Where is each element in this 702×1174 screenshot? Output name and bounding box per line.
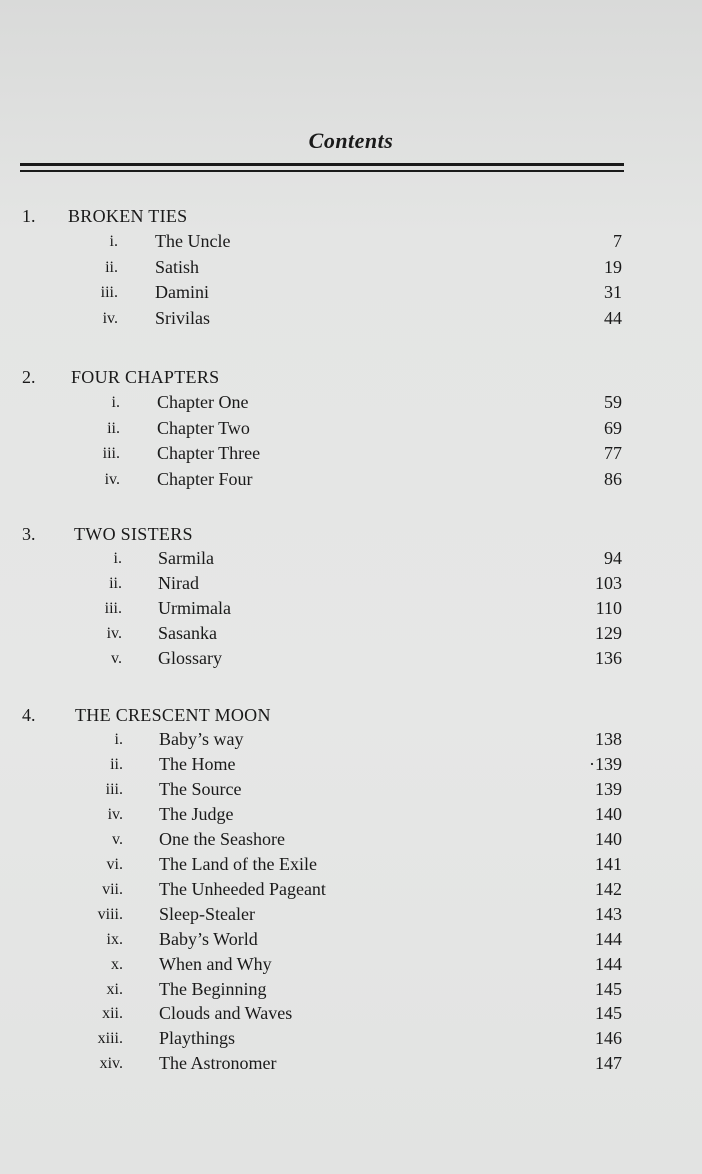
toc-entry — [0, 280, 702, 305]
entry-title: One the Seashore — [159, 828, 285, 849]
toc-entry — [0, 902, 702, 927]
entry-title: The Source — [159, 778, 242, 799]
double-rule-bottom — [20, 170, 624, 172]
entry-title: Srivilas — [155, 307, 211, 328]
section-number: 3. — [22, 524, 36, 544]
toc-entry — [0, 777, 702, 802]
section-title: TWO SISTERS — [74, 524, 193, 544]
toc-entry — [0, 571, 702, 596]
toc-entry — [0, 977, 702, 1002]
entry-page-number: 145 — [595, 978, 622, 999]
entry-title: Sleep-Stealer — [159, 903, 255, 924]
entry-numeral: iv. — [106, 625, 122, 642]
entry-numeral: ii. — [105, 258, 118, 276]
entry-page-number: 140 — [595, 803, 622, 824]
entry-title: The Beginning — [159, 978, 267, 999]
toc-entry — [0, 416, 702, 441]
toc-entry — [0, 852, 702, 877]
toc-entry — [0, 621, 702, 646]
toc-entry — [0, 952, 702, 977]
toc-entry — [0, 1001, 702, 1026]
entry-page-number: 142 — [595, 878, 622, 899]
entry-numeral: iii. — [100, 284, 118, 301]
entry-title: The Land of the Exile — [159, 853, 317, 874]
toc-entry — [0, 927, 702, 952]
entry-page-number: 19 — [604, 256, 622, 277]
toc-entry — [0, 827, 702, 852]
entry-page-number: 144 — [595, 928, 622, 949]
entry-title: Chapter Three — [157, 443, 261, 463]
entry-numeral: iii. — [102, 445, 120, 462]
entry-title: The Home — [159, 753, 236, 774]
entry-numeral: xi. — [106, 980, 123, 998]
section-title: THE CRESCENT MOON — [75, 705, 271, 725]
entry-numeral: iv. — [102, 309, 118, 327]
entry-numeral: i. — [113, 550, 122, 567]
entry-title: Nirad — [158, 573, 199, 593]
entry-title: Sarmila — [158, 548, 214, 568]
entry-page-number: 103 — [595, 573, 622, 593]
entry-title: Satish — [155, 256, 200, 277]
section-number: 2. — [22, 367, 36, 387]
entry-page-number: 145 — [595, 1003, 622, 1024]
entry-numeral: xii. — [102, 1005, 123, 1023]
entry-numeral: x. — [111, 955, 123, 973]
toc-entry — [0, 1051, 702, 1076]
entry-page-number: 138 — [595, 729, 622, 749]
entry-title: The Uncle — [155, 231, 231, 251]
page-title: Contents — [308, 128, 394, 153]
entry-numeral: viii. — [97, 905, 123, 923]
toc-entry — [0, 752, 702, 777]
entry-page-number: 69 — [604, 417, 622, 438]
entry-numeral: iii. — [104, 600, 122, 617]
entry-page-number: 110 — [595, 598, 622, 618]
double-rule-top — [20, 163, 624, 166]
section-number: 1. — [22, 206, 36, 226]
toc-entry — [0, 306, 702, 331]
entry-title: The Judge — [159, 803, 234, 824]
section-title: FOUR CHAPTERS — [71, 367, 220, 387]
entry-numeral: xiv. — [99, 1055, 123, 1073]
entry-title: Chapter Four — [157, 468, 253, 489]
entry-page-number: 31 — [604, 282, 622, 302]
entry-numeral: i. — [111, 394, 120, 411]
entry-numeral: xiii. — [97, 1030, 123, 1048]
entry-numeral: ix. — [106, 930, 123, 948]
entry-title: Baby’s World — [159, 928, 258, 949]
toc-entry — [0, 646, 702, 671]
entry-title: Urmimala — [158, 598, 231, 618]
toc-entry — [0, 596, 702, 621]
entry-page-number: 129 — [595, 623, 622, 643]
toc-entry — [0, 546, 702, 571]
entry-page-number: ·139 — [589, 753, 622, 774]
entry-title: The Unheeded Pageant — [159, 878, 326, 899]
entry-page-number: 140 — [595, 828, 622, 849]
toc-entry — [0, 727, 702, 752]
entry-numeral: v. — [112, 830, 123, 848]
entry-numeral: i. — [114, 731, 123, 748]
entry-numeral: vii. — [102, 880, 123, 898]
section-number: 4. — [22, 705, 36, 725]
entry-numeral: ii. — [109, 575, 122, 592]
entry-page-number: 144 — [595, 953, 622, 974]
entry-numeral: iv. — [107, 805, 123, 823]
toc-entry — [0, 1026, 702, 1051]
entry-page-number: 7 — [613, 231, 622, 251]
entry-title: Baby’s way — [159, 729, 244, 749]
entry-numeral: i. — [109, 233, 118, 250]
section-title: BROKEN TIES — [68, 206, 188, 226]
entry-numeral: vi. — [106, 855, 123, 873]
toc-entry — [0, 390, 702, 415]
toc-entry — [0, 441, 702, 466]
entry-numeral: iii. — [105, 780, 123, 798]
entry-numeral: ii. — [107, 419, 120, 437]
entry-page-number: 147 — [595, 1053, 622, 1074]
toc-entry — [0, 467, 702, 492]
entry-title: Clouds and Waves — [159, 1003, 293, 1024]
toc-entry — [0, 229, 702, 254]
toc-entry — [0, 802, 702, 827]
entry-page-number: 59 — [604, 392, 622, 412]
toc-entry — [0, 255, 702, 280]
entry-title: Playthings — [159, 1028, 236, 1049]
toc-entry — [0, 877, 702, 902]
entry-page-number: 44 — [604, 307, 622, 328]
entry-title: Damini — [155, 282, 209, 302]
entry-title: When and Why — [159, 953, 272, 974]
entry-title: Chapter One — [157, 392, 249, 412]
entry-numeral: ii. — [110, 755, 123, 773]
entry-numeral: iv. — [104, 470, 120, 488]
entry-title: Sasanka — [158, 623, 217, 643]
entry-page-number: 146 — [595, 1028, 622, 1049]
entry-page-number: 94 — [604, 548, 622, 568]
entry-title: The Astronomer — [159, 1053, 277, 1074]
entry-page-number: 86 — [604, 468, 622, 489]
entry-title: Glossary — [158, 648, 222, 668]
entry-page-number: 141 — [595, 853, 622, 874]
entry-page-number: 77 — [604, 443, 622, 463]
entry-page-number: 136 — [595, 648, 622, 668]
entry-page-number: 143 — [595, 903, 622, 924]
entry-numeral: v. — [111, 650, 122, 667]
entry-page-number: 139 — [595, 778, 622, 799]
entry-title: Chapter Two — [157, 417, 250, 438]
